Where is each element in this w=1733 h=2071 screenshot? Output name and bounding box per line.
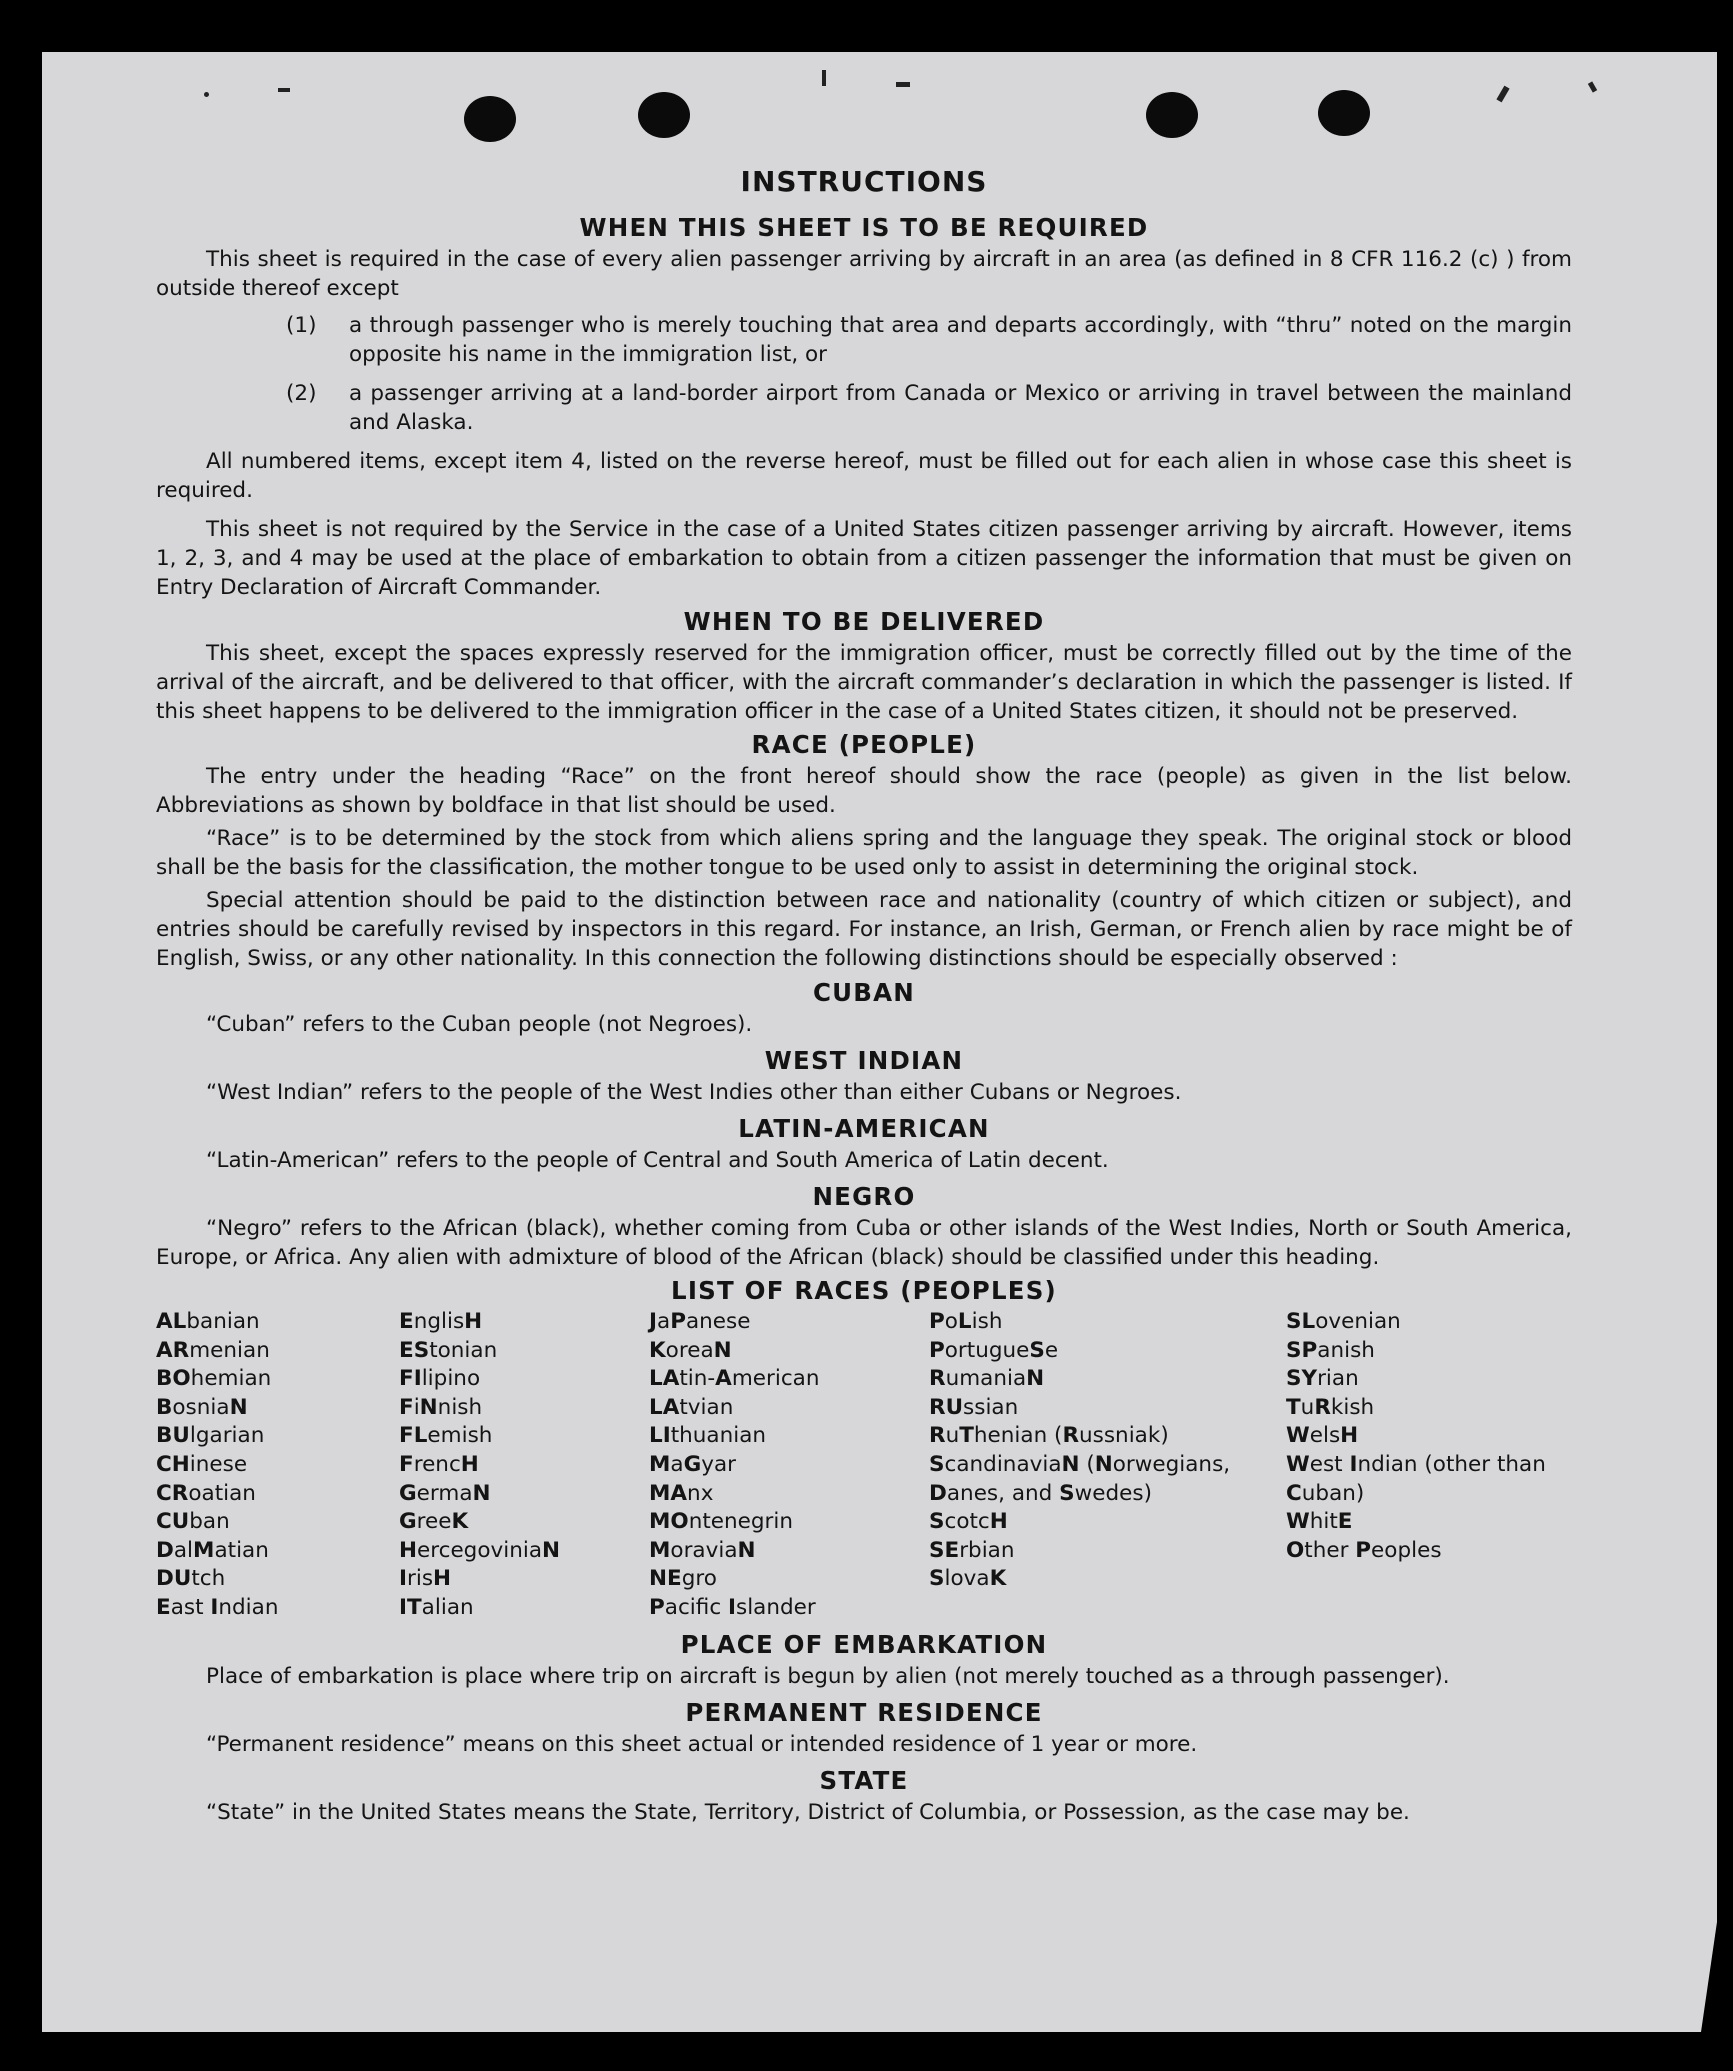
dust-speck: [896, 82, 910, 87]
races-column: [649, 1308, 929, 1623]
races-column: [929, 1308, 1286, 1623]
punch-hole: [1318, 90, 1370, 136]
races-column: [1286, 1308, 1572, 1623]
list-item: [156, 379, 1572, 437]
races-list: [156, 1308, 1572, 1623]
paragraph: The entry under the heading “Race” on the front hereof should show the race (people) as given in the list below. Abbreviations as shown by boldface in that list should be used.: [156, 764, 1572, 818]
race-entry: DUtch: [156, 1566, 226, 1592]
section-heading: LATIN-AMERICAN: [738, 1114, 990, 1143]
paragraph: “Negro” refers to the African (black), whether coming from Cuba or other islands of the West Indies, North or South America, Europe, or Africa. Any alien with admixture of blood of the African (black) should be classified under this heading.: [156, 1216, 1572, 1270]
race-entry: WhitE: [1286, 1509, 1353, 1535]
race-entry: ALbanian: [156, 1309, 260, 1334]
race-entry: FLemish: [399, 1423, 493, 1449]
race-entry: CHinese: [156, 1451, 248, 1477]
race-entry: Other Peoples: [1286, 1537, 1442, 1563]
race-entry: DalMatian: [156, 1537, 269, 1563]
paragraph: “Race” is to be determined by the stock from which aliens spring and the language they speak. The original stock or blood shall be the basis for the classification, the mother tongue to be used only to assist in determining the original stock.: [156, 826, 1572, 880]
race-entry: CUban: [156, 1509, 230, 1535]
dust-speck: [1496, 86, 1509, 103]
races-column: [156, 1308, 399, 1623]
race-entry: SLovenian: [1286, 1309, 1401, 1334]
race-entry: WelsH: [1286, 1423, 1359, 1449]
section-heading: PERMANENT RESIDENCE: [685, 1697, 1043, 1727]
punch-hole: [638, 92, 690, 138]
page-title: INSTRUCTIONS: [740, 165, 988, 198]
section-heading: STATE: [819, 1765, 909, 1795]
race-entry: ScotcH: [929, 1509, 1008, 1535]
paragraph: This sheet, except the spaces expressly reserved for the immigration officer, must be correctly filled out by the time of the arrival of the aircraft, and be delivered to that officer, with the aircraft commander’s declaration in which the passenger is listed. If this sheet happens to be delivered to the immigration officer in the case of a United States citizen, it should not be preserved.: [156, 641, 1572, 724]
race-entry: PortugueSe: [929, 1337, 1059, 1363]
race-entry: SPanish: [1286, 1337, 1375, 1363]
section-heading: WHEN TO BE DELIVERED: [683, 607, 1045, 636]
item-number: (2): [286, 381, 317, 406]
race-entry: LAtin-American: [649, 1366, 820, 1392]
race-entry: IrisH: [399, 1566, 452, 1592]
race-entry: RUssian: [929, 1394, 1019, 1420]
race-entry: MAnx: [649, 1480, 714, 1506]
page-tear: [1701, 1922, 1717, 2032]
paragraph: This sheet is required in the case of every alien passenger arriving by aircraft in an area (as defined in 8 CFR 116.2 (c) ) from outside thereof except: [156, 247, 1572, 301]
race-entry: ARmenian: [156, 1337, 270, 1363]
race-entry: CRoatian: [156, 1480, 256, 1506]
race-entry: RumaniaN: [929, 1366, 1045, 1392]
race-entry: PoLish: [929, 1309, 1003, 1334]
race-entry: FiNnish: [399, 1394, 483, 1420]
race-entry: RuThenian (Russniak): [929, 1423, 1169, 1449]
race-entry: HercegoviniaN: [399, 1537, 561, 1563]
punch-hole: [1146, 92, 1198, 138]
paragraph: “Latin-American” refers to the people of Central and South America of Latin decent.: [206, 1148, 1109, 1173]
race-entry: LIthuanian: [649, 1423, 767, 1449]
race-entry: SlovaK: [929, 1566, 1007, 1592]
paragraph: “State” in the United States means the State, Territory, District of Columbia, or Possession, as the case may be.: [206, 1799, 1410, 1825]
item-text: a through passenger who is merely touching that area and departs accordingly, with “thru” noted on the margin opposite his name in the immigration list, or: [349, 313, 1572, 367]
section-heading: RACE (PEOPLE): [751, 730, 977, 759]
section-heading: PLACE OF EMBARKATION: [680, 1629, 1048, 1659]
dust-speck: [278, 88, 290, 92]
race-entry: SErbian: [929, 1537, 1015, 1563]
paragraph: Place of embarkation is place where trip on aircraft is begun by alien (not merely touched as a through passenger).: [206, 1663, 1450, 1689]
paragraph: “West Indian” refers to the people of the West Indies other than either Cubans or Negroes.: [206, 1080, 1182, 1105]
race-entry: BUlgarian: [156, 1423, 265, 1449]
race-entry: SYrian: [1286, 1366, 1359, 1392]
dust-speck: [822, 70, 826, 86]
section-heading: WEST INDIAN: [764, 1046, 964, 1075]
item-number: (1): [286, 313, 317, 338]
race-entry: BosniaN: [156, 1394, 248, 1420]
race-entry: East Indian: [156, 1594, 279, 1620]
section-heading: WHEN THIS SHEET IS TO BE REQUIRED: [579, 213, 1149, 242]
paragraph: “Cuban” refers to the Cuban people (not Negroes).: [206, 1012, 753, 1037]
race-entry: Pacifc Islander: [649, 1594, 816, 1620]
paragraph: This sheet is not required by the Service in the case of a United States citizen passenger arriving by aircraft. However, items 1, 2, 3, and 4 may be used at the place of embarkation to obtain from a citizen passenger the information that must be given on Entry Declaration of Aircraft Commander.: [156, 517, 1572, 600]
paragraph: Special attention should be paid to the distinction between race and nationality (country of which citizen or subject), and entries should be carefully revised by inspectors in this regard. For instance, an Irish, German, or French alien by race might be of English, Swiss, or any other nationality. In this connection the following distinctions should be especially observed :: [156, 888, 1572, 971]
race-entry: FIlipino: [399, 1366, 481, 1392]
race-entry: GermaN: [399, 1480, 491, 1506]
race-entry: BOhemian: [156, 1366, 272, 1392]
race-entry: LAtvian: [649, 1394, 734, 1420]
race-entry: MaGyar: [649, 1451, 737, 1477]
race-entry: ScandinaviaN (Norwegians, Danes, and Swedes): [929, 1451, 1231, 1506]
race-entry: MOntenegrin: [649, 1509, 793, 1535]
races-column: [399, 1308, 649, 1623]
section-heading: NEGRO: [812, 1182, 916, 1211]
race-entry: EnglisH: [399, 1309, 483, 1334]
punch-hole: [464, 96, 516, 142]
section-heading: CUBAN: [812, 978, 915, 1007]
race-entry: ITalian: [399, 1594, 474, 1620]
race-entry: KoreaN: [649, 1337, 732, 1363]
instructions-content: [156, 165, 1572, 1837]
race-entry: MoraviaN: [649, 1537, 756, 1563]
dust-speck: [204, 92, 209, 97]
race-entry: EStonian: [399, 1337, 498, 1363]
race-entry: NEgro: [649, 1566, 717, 1592]
race-entry: TuRkish: [1286, 1394, 1375, 1420]
race-entry: GreeK: [399, 1509, 469, 1535]
race-entry: FrencH: [399, 1451, 479, 1477]
races-heading: LIST OF RACES (PEOPLES): [671, 1276, 1057, 1305]
paragraph: “Permanent residence” means on this sheet actual or intended residence of 1 year or more.: [206, 1731, 1198, 1757]
item-text: a passenger arriving at a land-border airport from Canada or Mexico or arriving in travel between the mainland and Alaska.: [349, 381, 1572, 435]
race-entry: West Indian (other than Cuban): [1286, 1451, 1546, 1506]
list-item: [156, 311, 1572, 369]
dust-speck: [1588, 81, 1597, 92]
race-entry: JaPanese: [649, 1309, 751, 1334]
paragraph: All numbered items, except item 4, listed on the reverse hereof, must be filled out for each alien in whose case this sheet is required.: [156, 449, 1572, 503]
